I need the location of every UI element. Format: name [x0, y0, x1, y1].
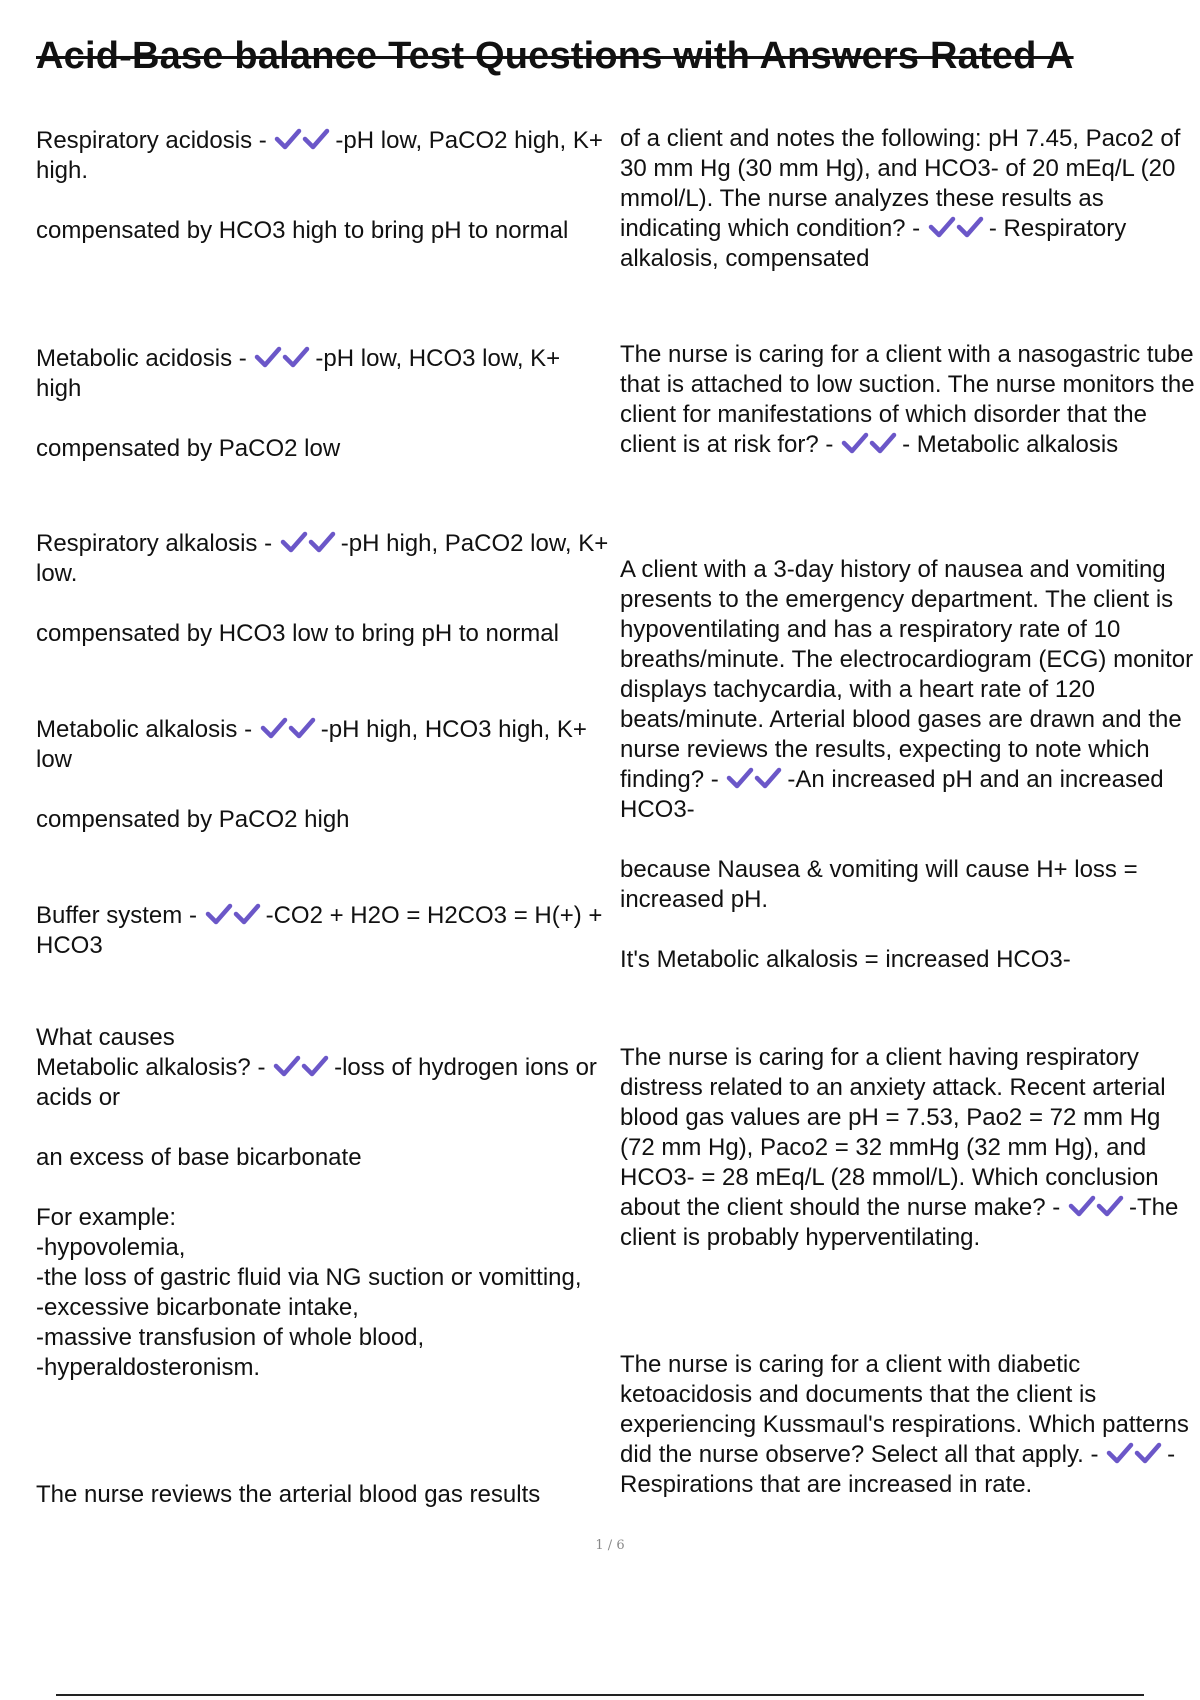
double-check-icon	[928, 215, 988, 239]
list-item: -excessive bicarbonate intake,	[36, 1294, 359, 1321]
answer-text: - Respiratory alkalosis, compensated	[620, 215, 1127, 272]
question-text: Metabolic alkalosis -	[36, 716, 253, 743]
double-check-icon	[273, 1054, 333, 1078]
double-check-icon	[205, 902, 265, 926]
question-text: The nurse is caring for a client with diabetic ketoacidosis and documents that the client is experiencing Kussmaul's respirations. Which patterns did the nurse observe? Select all that apply. -	[620, 1351, 1189, 1468]
double-check-icon	[1106, 1441, 1166, 1465]
question-text: What causes	[36, 1024, 175, 1051]
double-check-icon	[841, 431, 901, 455]
answer-text: - Metabolic alkalosis	[902, 431, 1119, 458]
note-text: It's Metabolic alkalosis = increased HCO3-	[620, 946, 1071, 973]
qa-metabolic-acidosis	[36, 344, 611, 464]
qa-buffer-system	[36, 901, 611, 961]
qa-abg-results	[620, 124, 1195, 274]
double-check-icon	[726, 766, 786, 790]
page-number: 1 / 6	[595, 1538, 625, 1553]
note-text: because Nausea & vomiting will cause H+ loss = increased pH.	[620, 856, 1138, 913]
list-item: -hypovolemia,	[36, 1234, 186, 1261]
list-item: For example:	[36, 1204, 177, 1231]
answer-text: -pH low, HCO3 low, K+ high	[36, 345, 561, 402]
note-text: compensated by HCO3 high to bring pH to normal	[36, 217, 569, 244]
qa-abg-intro	[36, 1480, 611, 1510]
answer-text: -pH high, HCO3 high, K+ low	[36, 716, 587, 773]
double-check-icon	[274, 127, 334, 151]
question-text: The nurse is caring for a client with a nasogastric tube that is attached to low suction. The nurse monitors the client for manifestations of which disorder that the client is at risk for? -	[620, 341, 1195, 458]
answer-text: -Respirations that are increased in rate.	[620, 1441, 1176, 1498]
list-item: -massive transfusion of whole blood,	[36, 1324, 425, 1351]
note-text: compensated by PaCO2 high	[36, 806, 350, 833]
qa-kussmaul-respirations	[620, 1350, 1195, 1500]
double-check-icon	[254, 345, 314, 369]
double-check-icon	[260, 716, 320, 740]
note-text: compensated by HCO3 low to bring pH to normal	[36, 620, 559, 647]
qa-nasogastric-tube	[620, 340, 1195, 460]
list-item: -the loss of gastric fluid via NG suction or vomitting,	[36, 1264, 582, 1291]
qa-respiratory-alkalosis	[36, 529, 611, 649]
footer-divider	[56, 1694, 1144, 1696]
qa-anxiety-attack	[620, 1043, 1195, 1253]
question-text: Respiratory alkalosis -	[36, 530, 273, 557]
question-text: Respiratory acidosis -	[36, 127, 267, 154]
note-text: an excess of base bicarbonate	[36, 1144, 362, 1171]
qa-nausea-vomiting	[620, 555, 1195, 975]
note-text: compensated by PaCO2 low	[36, 435, 341, 462]
question-text: Metabolic alkalosis? -	[36, 1054, 266, 1081]
double-check-icon	[1068, 1194, 1128, 1218]
page-title: Acid-Base balance Test Questions with Answers Rated A	[36, 35, 1074, 77]
question-text: Buffer system -	[36, 902, 197, 929]
answer-text: -loss of hydrogen ions or acids or	[36, 1054, 597, 1111]
question-text: Metabolic acidosis -	[36, 345, 247, 372]
list-item: -hyperaldosteronism.	[36, 1354, 261, 1381]
qa-respiratory-acidosis	[36, 126, 611, 246]
double-check-icon	[280, 530, 340, 554]
question-text: A client with a 3-day history of nausea and vomiting presents to the emergency department. The client is hypoventilating and has a respiratory rate of 10 breaths/minute. The electrocardiogram (ECG) monitor displays tachycardia, with a heart rate of 120 beats/minute. Arterial blood gases are drawn and the nurse reviews the results, expecting to note which finding? -	[620, 556, 1194, 793]
answer-text: -pH low, PaCO2 high, K+ high.	[36, 127, 603, 184]
answer-text: -An increased pH and an increased HCO3-	[620, 766, 1164, 823]
question-text: of a client and notes the following: pH 7.45, Paco2 of 30 mm Hg (30 mm Hg), and HCO3- of 20 mEq/L (20 mmol/L). The nurse analyzes these results as indicating which condition? -	[620, 125, 1181, 242]
answer-text: -The client is probably hyperventilating.	[620, 1194, 1179, 1251]
answer-text: -pH high, PaCO2 low, K+ low.	[36, 530, 609, 587]
qa-metabolic-alkalosis	[36, 715, 611, 835]
qa-causes-metabolic-alkalosis	[36, 1023, 611, 1383]
answer-text: -CO2 + H2O = H2CO3 = H(+) + HCO3	[36, 902, 603, 959]
question-text: The nurse is caring for a client having respiratory distress related to an anxiety attack. Recent arterial blood gas values are pH = 7.53, Pao2 = 72 mm Hg (72 mm Hg), Paco2 = 32 mmHg (32 mm Hg), and HCO3- = 28 mEq/L (28 mmol/L). Which conclusion about the client should the nurse make? -	[620, 1044, 1166, 1221]
question-text: The nurse reviews the arterial blood gas results	[36, 1481, 541, 1508]
